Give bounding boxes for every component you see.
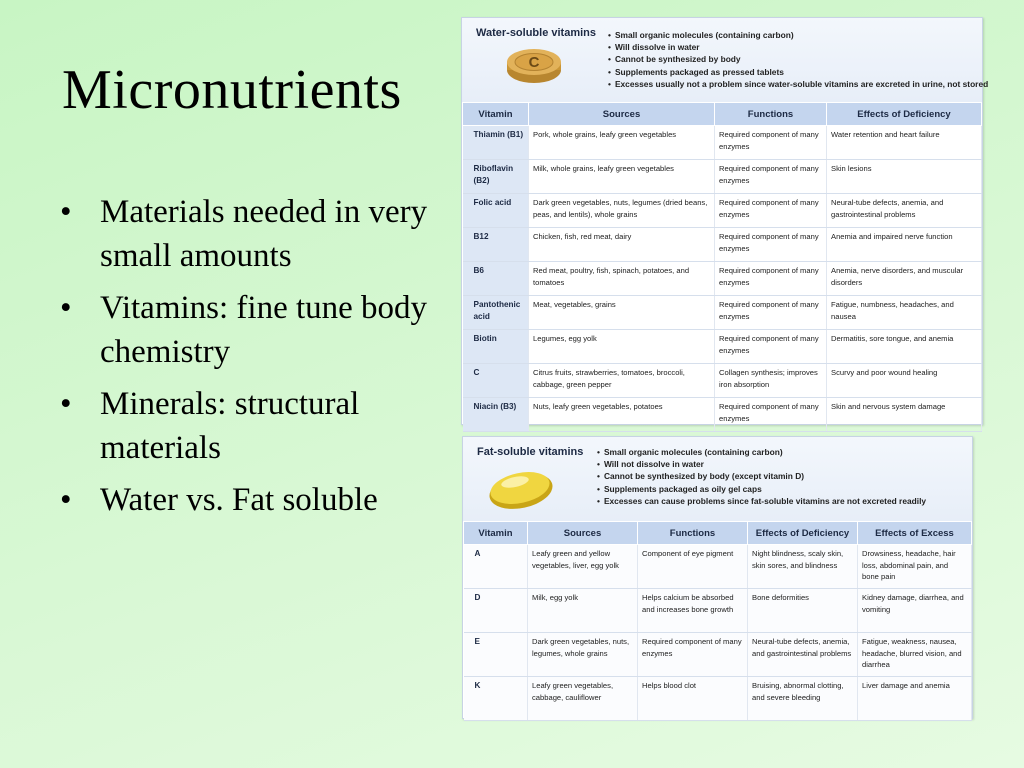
fat-soluble-header	[463, 437, 972, 521]
col-header-sources: Sources	[529, 103, 715, 126]
functions-cell: Required component of many enzymes	[715, 330, 827, 364]
deficiency-cell: Scurvy and poor wound healing	[827, 364, 982, 398]
table-row	[464, 677, 972, 721]
vitamin-name: Biotin	[463, 330, 529, 364]
col-header-deficiency: Effects of Deficiency	[827, 103, 982, 126]
property-item: • Will dissolve in water	[608, 41, 988, 53]
bullet-marker: •	[60, 482, 72, 518]
sources-cell: Leafy green and yellow vegetables, liver, egg yolk	[528, 545, 638, 589]
property-item: • Supplements packaged as pressed tablets	[608, 66, 988, 78]
water-soluble-vitamins-panel	[461, 17, 989, 425]
vitamin-tablet-icon	[504, 44, 564, 86]
table-header-row	[464, 522, 972, 545]
water-soluble-table	[462, 102, 982, 432]
property-item: • Will not dissolve in water	[597, 458, 926, 470]
sources-cell: Citrus fruits, strawberries, tomatoes, broccoli, cabbage, green pepper	[529, 364, 715, 398]
bullet-text: Water vs. Fat soluble	[100, 482, 378, 518]
vitamin-name: E	[464, 633, 528, 677]
sources-cell: Meat, vegetables, grains	[529, 296, 715, 330]
functions-cell: Component of eye pigment	[638, 545, 748, 589]
fat-soluble-vitamins-panel	[462, 436, 973, 719]
vitamin-name: Riboflavin (B2)	[463, 160, 529, 194]
sources-cell: Legumes, egg yolk	[529, 330, 715, 364]
col-header-deficiency: Effects of Deficiency	[748, 522, 858, 545]
tablet-letter: C	[528, 54, 540, 71]
functions-cell: Required component of many enzymes	[638, 633, 748, 677]
excess-cell: Liver damage and anemia	[858, 677, 972, 721]
sources-cell: Milk, egg yolk	[528, 589, 638, 633]
col-header-functions: Functions	[638, 522, 748, 545]
deficiency-cell: Anemia and impaired nerve function	[827, 228, 982, 262]
deficiency-cell: Skin and nervous system damage	[827, 398, 982, 432]
functions-cell: Required component of many enzymes	[715, 296, 827, 330]
vitamin-name: D	[464, 589, 528, 633]
sources-cell: Leafy green vegetables, cabbage, cauliflower	[528, 677, 638, 721]
excess-cell: Fatigue, weakness, nausea, headache, blurred vision, and diarrhea	[858, 633, 972, 677]
sources-cell: Dark green vegetables, nuts, legumes (dried beans, peas, and lentils), whole grains	[529, 194, 715, 228]
property-item: • Small organic molecules (containing carbon)	[608, 29, 988, 41]
table-row	[463, 398, 982, 432]
col-header-excess: Effects of Excess	[858, 522, 972, 545]
sources-cell: Pork, whole grains, leafy green vegetables	[529, 126, 715, 160]
deficiency-cell: Neural-tube defects, anemia, and gastrointestinal problems	[748, 633, 858, 677]
property-item: • Cannot be synthesized by body (except vitamin D)	[597, 470, 926, 482]
deficiency-cell: Skin lesions	[827, 160, 982, 194]
functions-cell: Required component of many enzymes	[715, 262, 827, 296]
vitamin-name: K	[464, 677, 528, 721]
deficiency-cell: Neural-tube defects, anemia, and gastrointestinal problems	[827, 194, 982, 228]
table-row	[464, 545, 972, 589]
col-header-functions: Functions	[715, 103, 827, 126]
table-row	[463, 126, 982, 160]
vitamin-name: Thiamin (B1)	[463, 126, 529, 160]
fat-soluble-properties	[597, 446, 926, 507]
functions-cell: Required component of many enzymes	[715, 194, 827, 228]
bullet-list	[58, 190, 448, 530]
vitamin-name: C	[463, 364, 529, 398]
functions-cell: Helps blood clot	[638, 677, 748, 721]
table-row	[463, 262, 982, 296]
deficiency-cell: Night blindness, scaly skin, skin sores, and blindness	[748, 545, 858, 589]
sources-cell: Nuts, leafy green vegetables, potatoes	[529, 398, 715, 432]
deficiency-cell: Anemia, nerve disorders, and muscular disorders	[827, 262, 982, 296]
slide-title: Micronutrients	[62, 59, 402, 121]
water-soluble-title: Water-soluble vitamins	[476, 27, 597, 39]
table-row	[463, 228, 982, 262]
property-item: • Small organic molecules (containing carbon)	[597, 446, 926, 458]
bullet-item	[58, 382, 448, 470]
bullet-text: Minerals: structural materials	[100, 386, 360, 466]
deficiency-cell: Bone deformities	[748, 589, 858, 633]
fat-soluble-title: Fat-soluble vitamins	[477, 446, 584, 458]
bullet-item	[58, 286, 448, 374]
excess-cell: Kidney damage, diarrhea, and vomiting	[858, 589, 972, 633]
property-item: • Cannot be synthesized by body	[608, 53, 988, 65]
vitamin-name: Pantothenic acid	[463, 296, 529, 330]
deficiency-cell: Water retention and heart failure	[827, 126, 982, 160]
functions-cell: Required component of many enzymes	[715, 160, 827, 194]
bullet-text: Materials needed in very small amounts	[100, 194, 428, 274]
sources-cell: Red meat, poultry, fish, spinach, potatoes, and tomatoes	[529, 262, 715, 296]
table-row	[463, 296, 982, 330]
vitamin-name: B6	[463, 262, 529, 296]
water-soluble-header	[462, 18, 989, 102]
vitamin-name: Niacin (B3)	[463, 398, 529, 432]
excess-cell: Drowsiness, headache, hair loss, abdominal pain, and bone pain	[858, 545, 972, 589]
table-row	[464, 633, 972, 677]
bullet-text: Vitamins: fine tune body chemistry	[100, 290, 428, 370]
table-header-row	[463, 103, 982, 126]
property-item: • Excesses can cause problems since fat-soluble vitamins are not excreted readily	[597, 495, 926, 507]
sources-cell: Chicken, fish, red meat, dairy	[529, 228, 715, 262]
deficiency-cell: Fatigue, numbness, headaches, and nausea	[827, 296, 982, 330]
property-item: • Supplements packaged as oily gel caps	[597, 483, 926, 495]
functions-cell: Collagen synthesis; improves iron absorption	[715, 364, 827, 398]
water-soluble-properties	[608, 29, 988, 90]
bullet-item	[58, 478, 448, 522]
bullet-marker: •	[60, 194, 72, 230]
property-item: • Excesses usually not a problem since water-soluble vitamins are excreted in urine, not stored	[608, 78, 988, 90]
vitamin-name: Folic acid	[463, 194, 529, 228]
vitamin-name: A	[464, 545, 528, 589]
col-header-sources: Sources	[528, 522, 638, 545]
gel-cap-icon	[485, 463, 557, 513]
fat-soluble-table	[463, 521, 972, 721]
vitamin-name: B12	[463, 228, 529, 262]
table-row	[464, 589, 972, 633]
functions-cell: Required component of many enzymes	[715, 398, 827, 432]
functions-cell: Required component of many enzymes	[715, 228, 827, 262]
bullet-item	[58, 190, 448, 278]
table-row	[463, 364, 982, 398]
table-row	[463, 160, 982, 194]
col-header-vitamin: Vitamin	[464, 522, 528, 545]
col-header-vitamin: Vitamin	[463, 103, 529, 126]
bullet-marker: •	[60, 290, 72, 326]
table-row	[463, 330, 982, 364]
sources-cell: Dark green vegetables, nuts, legumes, whole grains	[528, 633, 638, 677]
table-row	[463, 194, 982, 228]
deficiency-cell: Bruising, abnormal clotting, and severe bleeding	[748, 677, 858, 721]
bullet-marker: •	[60, 386, 72, 422]
functions-cell: Helps calcium be absorbed and increases bone growth	[638, 589, 748, 633]
sources-cell: Milk, whole grains, leafy green vegetables	[529, 160, 715, 194]
functions-cell: Required component of many enzymes	[715, 126, 827, 160]
deficiency-cell: Dermatitis, sore tongue, and anemia	[827, 330, 982, 364]
